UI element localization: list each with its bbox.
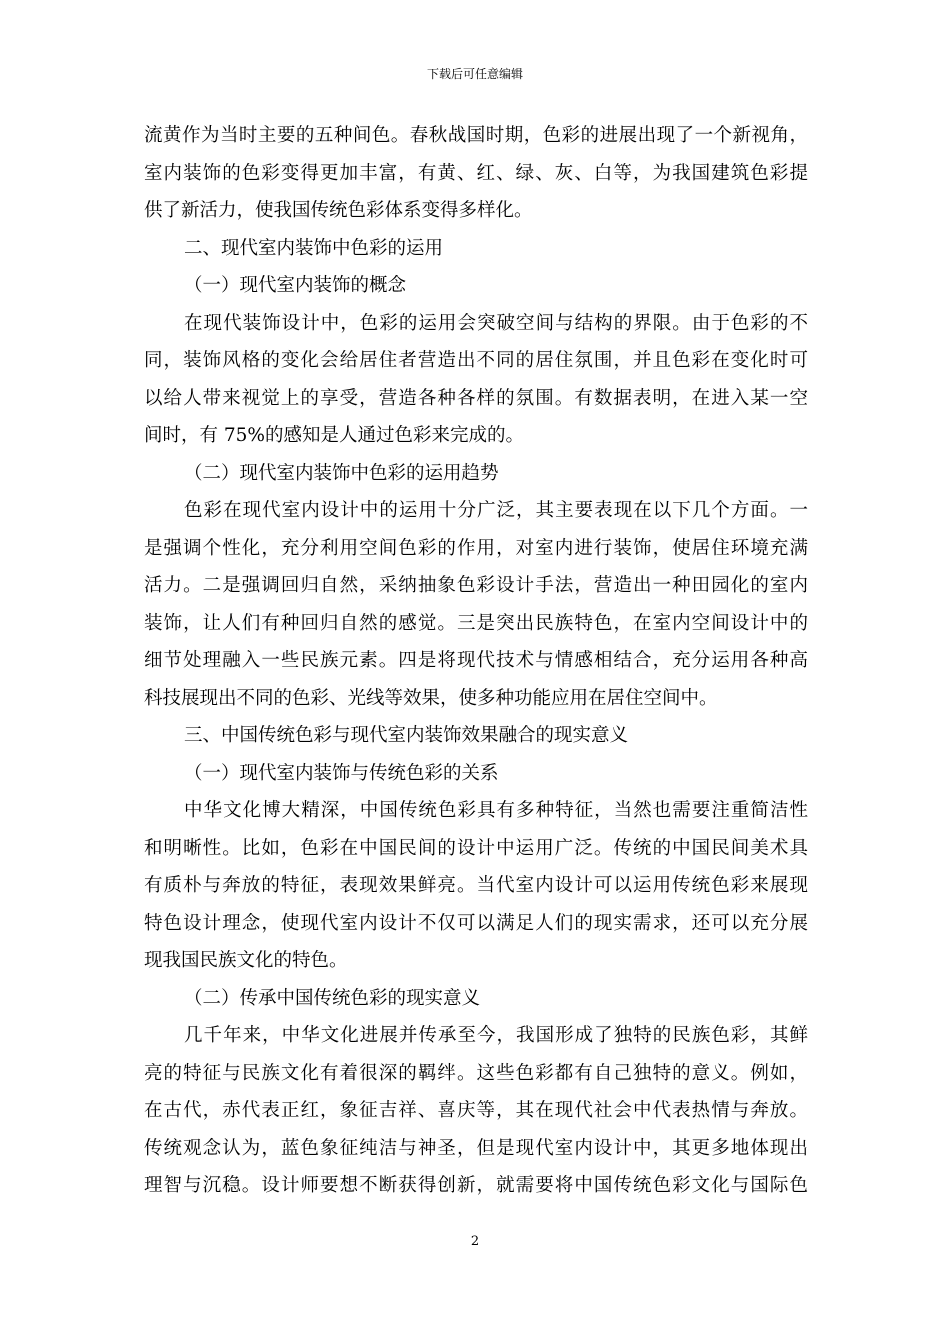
paragraph-line: 装饰，让人们有种回归自然的感觉。三是突出民族特色，在室内空间设计中的 xyxy=(144,612,808,634)
document-body xyxy=(144,117,808,1205)
paragraph-line: 在现代装饰设计中，色彩的运用会突破空间与结构的界限。由于色彩的不 xyxy=(184,312,808,334)
paragraph-line: 活力。二是强调回归自然，采纳抽象色彩设计手法，营造出一种田园化的室内 xyxy=(144,575,808,596)
paragraph-line: 特色设计理念，使现代室内设计不仅可以满足人们的现实需求，还可以充分展 xyxy=(144,912,808,934)
paragraph-line: 同，装饰风格的变化会给居住者营造出不同的居住氛围，并且色彩在变化时可 xyxy=(144,350,808,371)
page-number: 2 xyxy=(470,1234,480,1249)
paragraph-line: 现我国民族文化的特色。 xyxy=(144,950,348,971)
paragraph-line: 传统观念认为，蓝色象征纯洁与神圣，但是现代室内设计中，其更多地体现出 xyxy=(144,1137,808,1159)
paragraph-line: 理智与沉稳。设计师要想不断获得创新，就需要将中国传统色彩文化与国际色 xyxy=(144,1175,808,1196)
subsection-heading: （一）现代室内装饰的概念 xyxy=(184,275,407,296)
subsection-heading: （二）现代室内装饰中色彩的运用趋势 xyxy=(184,462,499,484)
paragraph-line: 几千年来，中华文化进展并传承至今，我国形成了独特的民族色彩，其鲜 xyxy=(184,1025,808,1046)
paragraph-line: 间时，有 75%的感知是人通过色彩来完成的。 xyxy=(144,425,525,446)
paragraph-line: 细节处理融入一些民族元素。四是将现代技术与情感相结合，充分运用各种高 xyxy=(144,650,808,671)
page-header: 下载后可任意编辑 xyxy=(426,67,523,81)
paragraph-line: 室内装饰的色彩变得更加丰富，有黄、红、绿、灰、白等，为我国建筑色彩提 xyxy=(144,162,808,184)
paragraph-line: 以给人带来视觉上的享受，营造各种各样的氛围。有数据表明，在进入某一空 xyxy=(144,387,808,409)
paragraph-line: 在古代，赤代表正红，象征吉祥、喜庆等，其在现代社会中代表热情与奔放。 xyxy=(144,1100,808,1121)
paragraph-line: 供了新活力，使我国传统色彩体系变得多样化。 xyxy=(144,200,533,221)
paragraph-line: 中华文化博大精深，中国传统色彩具有多种特征，当然也需要注重简洁性 xyxy=(184,800,808,821)
paragraph-line: 流黄作为当时主要的五种间色。春秋战国时期，色彩的进展出现了一个新视角， xyxy=(144,125,808,146)
section-heading: 三、中国传统色彩与现代室内装饰效果融合的现实意义 xyxy=(184,725,629,746)
paragraph-line: 亮的特征与民族文化有着很深的羁绊。这些色彩都有自己独特的意义。例如， xyxy=(144,1062,808,1084)
paragraph-line: 是强调个性化，充分利用空间色彩的作用，对室内进行装饰，使居住环境充满 xyxy=(144,537,808,559)
paragraph-line: 和明晰性。比如，色彩在中国民间的设计中运用广泛。传统的中国民间美术具 xyxy=(144,837,808,859)
paragraph-line: 有质朴与奔放的特征，表现效果鲜亮。当代室内设计可以运用传统色彩来展现 xyxy=(144,875,808,896)
subsection-heading: （二）传承中国传统色彩的现实意义 xyxy=(184,987,481,1009)
subsection-heading: （一）现代室内装饰与传统色彩的关系 xyxy=(184,762,499,784)
paragraph-line: 色彩在现代室内设计中的运用十分广泛，其主要表现在以下几个方面。一 xyxy=(184,500,808,521)
section-heading: 二、现代室内装饰中色彩的运用 xyxy=(184,237,444,259)
paragraph-line: 科技展现出不同的色彩、光线等效果，使多种功能应用在居住空间中。 xyxy=(144,687,718,709)
